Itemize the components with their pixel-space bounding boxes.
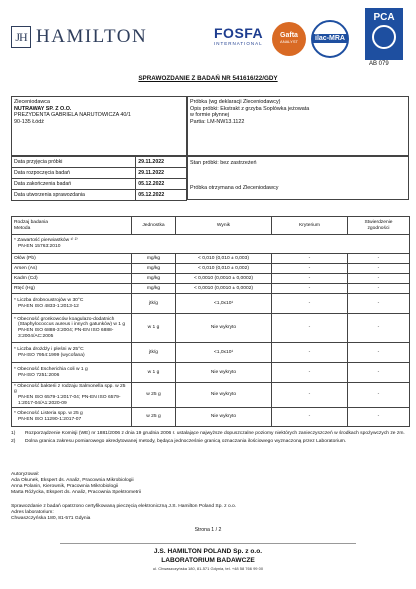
- micro-test-method: PN-EN ISO 6888-3:2004; PN-EN ISO 6888-: [18, 328, 114, 333]
- micro-test-method: PN-EN ISO 4833-1:2013-12: [18, 303, 79, 309]
- micro-unit: w 1 g: [132, 363, 176, 383]
- micro-test-method-cont: 3:2004/AC:2005: [18, 333, 54, 339]
- authorized-label: Autoryzował:: [11, 472, 39, 477]
- signature-block: [11, 504, 236, 522]
- col-header-conformity-line1: Stwierdzenie: [364, 219, 393, 225]
- micro-test: [12, 407, 132, 426]
- col-header-analysis: [12, 217, 132, 235]
- micro-result: <1,0x10¹: [176, 343, 272, 363]
- group-elements-method: PN-EN 15763:2010: [18, 244, 61, 249]
- footer-divider: [60, 543, 356, 544]
- micro-test: [12, 294, 132, 314]
- micro-test-method: PN-ISO 7954:1999 (wycofana): [18, 352, 85, 358]
- micro-test-name: * Liczba drożdży i pleśni w 25°C: [14, 346, 84, 352]
- table-row: [12, 168, 187, 179]
- micro-test: [12, 383, 132, 408]
- dates-table: [11, 156, 187, 201]
- element-conformity: -: [348, 284, 410, 294]
- ilac-mra-logo: [311, 20, 349, 58]
- footer-address: ul. Chwaszczyńska 180, 81-571 Gdynia, tel. +48 58 766 99 00: [152, 566, 264, 571]
- micro-criterion: -: [272, 407, 348, 426]
- micro-test: [12, 343, 132, 363]
- micro-test-name-cont: (Staphylococcus aureus i innych gatunków) w 1 g: [18, 322, 126, 328]
- micro-unit: w 1 g: [132, 314, 176, 343]
- element-unit: mg/kg: [132, 284, 176, 294]
- date-value: 05.12.2022: [136, 179, 187, 190]
- footer-company: J.S. HAMILTON POLAND Sp. z o.o.: [153, 548, 263, 555]
- col-header-analysis-line1: Rodzaj badania: [14, 219, 48, 225]
- element-criterion: -: [272, 264, 348, 274]
- lab-address-label: Adres laboratorium:: [11, 510, 54, 515]
- results-table: [11, 216, 410, 427]
- micro-test-method: PN-EN ISO 11290-1:2017-07: [18, 416, 82, 422]
- micro-test: [12, 314, 132, 343]
- date-label: Data rozpoczęcia badań: [12, 168, 136, 179]
- table-row: [12, 190, 187, 201]
- sample-batch: Partia: LM-NW13.1122: [190, 118, 245, 125]
- client-label: Zleceniodawca: [14, 99, 50, 105]
- element-result: < 0,0010 (0,0010 ± 0,0002): [176, 284, 272, 294]
- element-criterion: -: [272, 284, 348, 294]
- micro-criterion: -: [272, 383, 348, 408]
- date-label: Data przyjęcia próbki: [12, 157, 136, 168]
- table-row: [12, 179, 187, 190]
- table-row: [12, 407, 410, 426]
- ilac-mra-logo-name: ilac-MRA: [313, 34, 347, 43]
- element-result: < 0,010 (0,010 ± 0,002): [176, 264, 272, 274]
- element-unit: mg/kg: [132, 264, 176, 274]
- col-header-conformity-line2: zgodności: [367, 225, 390, 231]
- micro-criterion: -: [272, 314, 348, 343]
- date-label: Data zakończenia badań: [12, 179, 136, 190]
- col-header-unit: Jednostka: [132, 217, 176, 235]
- micro-criterion: -: [272, 363, 348, 383]
- client-address-line2: 90-135 Łódź: [14, 118, 44, 125]
- client-name: NUTRAWAY SP. Z O.O.: [14, 105, 72, 112]
- lab-address: Chwaszczyńska 180, 81-571 Gdynia: [11, 516, 91, 521]
- micro-test-name: * Obecność Escherichia coli w 1 g: [14, 366, 88, 372]
- footnote-mark: 1): [11, 431, 16, 436]
- table-row: [12, 294, 410, 314]
- element-name: Ołów (Pb): [12, 254, 132, 264]
- table-row: [12, 274, 410, 284]
- element-name: Kadm (Cd): [12, 274, 132, 284]
- gafta-logo-sub: ANALYST: [280, 39, 298, 44]
- micro-result: <1,0x10¹: [176, 294, 272, 314]
- table-row: [12, 284, 410, 294]
- sample-label: Próbka (wg deklaracji Zleceniodawcy): [190, 99, 281, 105]
- table-row: [12, 314, 410, 343]
- element-result: < 0,0010 (0,0010 ± 0,0002): [176, 274, 272, 284]
- col-header-result: Wynik: [176, 217, 272, 235]
- page-number: Strona 1 / 2: [194, 527, 222, 533]
- table-row: [12, 264, 410, 274]
- micro-unit: w 25 g: [132, 407, 176, 426]
- micro-test-method-cont: 1:2017-04/A1:2020-09: [18, 400, 67, 406]
- element-conformity: -: [348, 254, 410, 264]
- micro-test-name: * Obecność bakterii z rodzaju Salmonella spp. w 25 g: [14, 383, 126, 395]
- col-header-analysis-line2: Metoda: [14, 225, 31, 231]
- footnote-text: Rozporządzenie Komisji (WE) nr 1881/2006 z dnia 19 grudnia 2006 r. ustalające najwyższe dopuszczalne poziomy niektórych zanieczyszczeń w środkach spożywczych ze zm.: [25, 431, 405, 436]
- micro-result: Nie wykryto: [176, 314, 272, 343]
- sample-form: w formie płynnej: [190, 112, 229, 119]
- micro-test-method: PN-EN ISO 6579-1:2017-04; PN-EN ISO 6579-: [18, 394, 121, 400]
- group-elements: [12, 235, 410, 254]
- micro-criterion: -: [272, 343, 348, 363]
- date-label: Data utworzenia sprawozdania: [12, 190, 136, 201]
- micro-criterion: -: [272, 294, 348, 314]
- authorized-person: Ada Okunek, Ekspert ds. Analiz, Pracownia Mikrobiologii: [11, 478, 134, 483]
- group-elements-name: * Zawartość pierwiastków ¹⁾ ²⁾: [14, 238, 78, 244]
- element-name: Arsen (As): [12, 264, 132, 274]
- element-criterion: -: [272, 254, 348, 264]
- client-address-line1: PREZYDENTA GABRIELA NARUTOWICZA 40/1: [14, 112, 131, 119]
- footnote: [11, 439, 409, 445]
- sample-state: Stan próbki: bez zastrzeżeń: [190, 160, 257, 166]
- hamilton-logo-mark: JH: [11, 26, 31, 48]
- date-value: 29.11.2022: [136, 168, 187, 179]
- footnote: [11, 431, 409, 437]
- micro-result: Nie wykryto: [176, 407, 272, 426]
- date-value: 29.11.2022: [136, 157, 187, 168]
- micro-conformity: -: [348, 407, 410, 426]
- pca-logo-name: PCA: [373, 12, 395, 23]
- report-title: SPRAWOZDANIE Z BADAŃ NR 541616/22/GDY: [138, 75, 278, 82]
- micro-test-method: PN-ISO 7251:2006: [18, 372, 60, 378]
- footnote-text: Dolna granica zakresu pomiarowego akredytowanej metody, będąca jednocześnie granicą oznaczania ilościowego wyznaczoną przez Laboratorium.: [25, 439, 347, 444]
- col-header-criterion: Kryterium: [272, 217, 348, 235]
- report-header: [0, 0, 416, 68]
- table-header-row: [12, 217, 410, 235]
- table-row: [12, 383, 410, 408]
- date-value: 05.12.2022: [136, 190, 187, 201]
- hamilton-logo-text: HAMILTON: [36, 26, 148, 47]
- micro-unit: jtk/g: [132, 343, 176, 363]
- sample-description: Opis próbki: Ekstrakt z grzyba Soplówka jeżowata: [190, 105, 310, 112]
- micro-test: [12, 363, 132, 383]
- micro-test-name: * Liczba drobnoustrojów w 30°C: [14, 297, 84, 303]
- authorized-person: Anna Polanin, Kierownik, Pracownia Mikrobiologii: [11, 484, 119, 489]
- accreditation-number: AB 079: [369, 61, 389, 67]
- authorization-block: [11, 472, 141, 496]
- pca-seal-icon: [372, 25, 396, 49]
- sample-received: Próbka otrzymana od Zleceniodawcy: [190, 185, 279, 191]
- fosfa-logo-sub: INTERNATIONAL: [214, 41, 263, 46]
- element-conformity: -: [348, 274, 410, 284]
- table-row: [12, 254, 410, 264]
- micro-conformity: -: [348, 383, 410, 408]
- sample-box: [187, 96, 409, 156]
- micro-test-name: * Obecność Listeria spp. w 25 g: [14, 411, 83, 417]
- authorized-person: Marta Różycka, Ekspert ds. Analiz, Pracownia Spektrometrii: [11, 490, 141, 495]
- gafta-logo-name: Gafta: [280, 32, 298, 39]
- micro-conformity: -: [348, 314, 410, 343]
- element-unit: mg/kg: [132, 254, 176, 264]
- element-unit: mg/kg: [132, 274, 176, 284]
- footnotes: [11, 431, 409, 447]
- table-row: [12, 363, 410, 383]
- element-criterion: -: [272, 274, 348, 284]
- micro-conformity: -: [348, 343, 410, 363]
- micro-unit: w 25 g: [132, 383, 176, 408]
- footnote-mark: 2): [11, 439, 16, 444]
- micro-unit: jtk/g: [132, 294, 176, 314]
- micro-test-name: * Obecność gronkowców koagulazo-dodatnich: [14, 316, 115, 322]
- table-row: [12, 343, 410, 363]
- footer-lab: LABORATORIUM BADAWCZE: [161, 557, 255, 564]
- micro-conformity: -: [348, 363, 410, 383]
- signature-note: Sprawozdanie z badań opatrzono certyfikowaną pieczęcią elektroniczną J.S. Hamilton Poland Sp. z o.o.: [11, 504, 237, 509]
- table-row: [12, 157, 187, 168]
- element-conformity: -: [348, 264, 410, 274]
- element-name: Rtęć (Hg): [12, 284, 132, 294]
- gafta-logo: [272, 22, 306, 56]
- fosfa-logo: [214, 25, 270, 49]
- client-box: [11, 96, 187, 156]
- micro-conformity: -: [348, 294, 410, 314]
- micro-result: Nie wykryto: [176, 363, 272, 383]
- micro-result: Nie wykryto: [176, 383, 272, 408]
- element-result: < 0,010 (0,010 ± 0,003): [176, 254, 272, 264]
- pca-accreditation-logo: [365, 8, 403, 60]
- fosfa-logo-name: FOSFA: [214, 25, 264, 41]
- table-row: [12, 235, 410, 254]
- col-header-conformity: [348, 217, 410, 235]
